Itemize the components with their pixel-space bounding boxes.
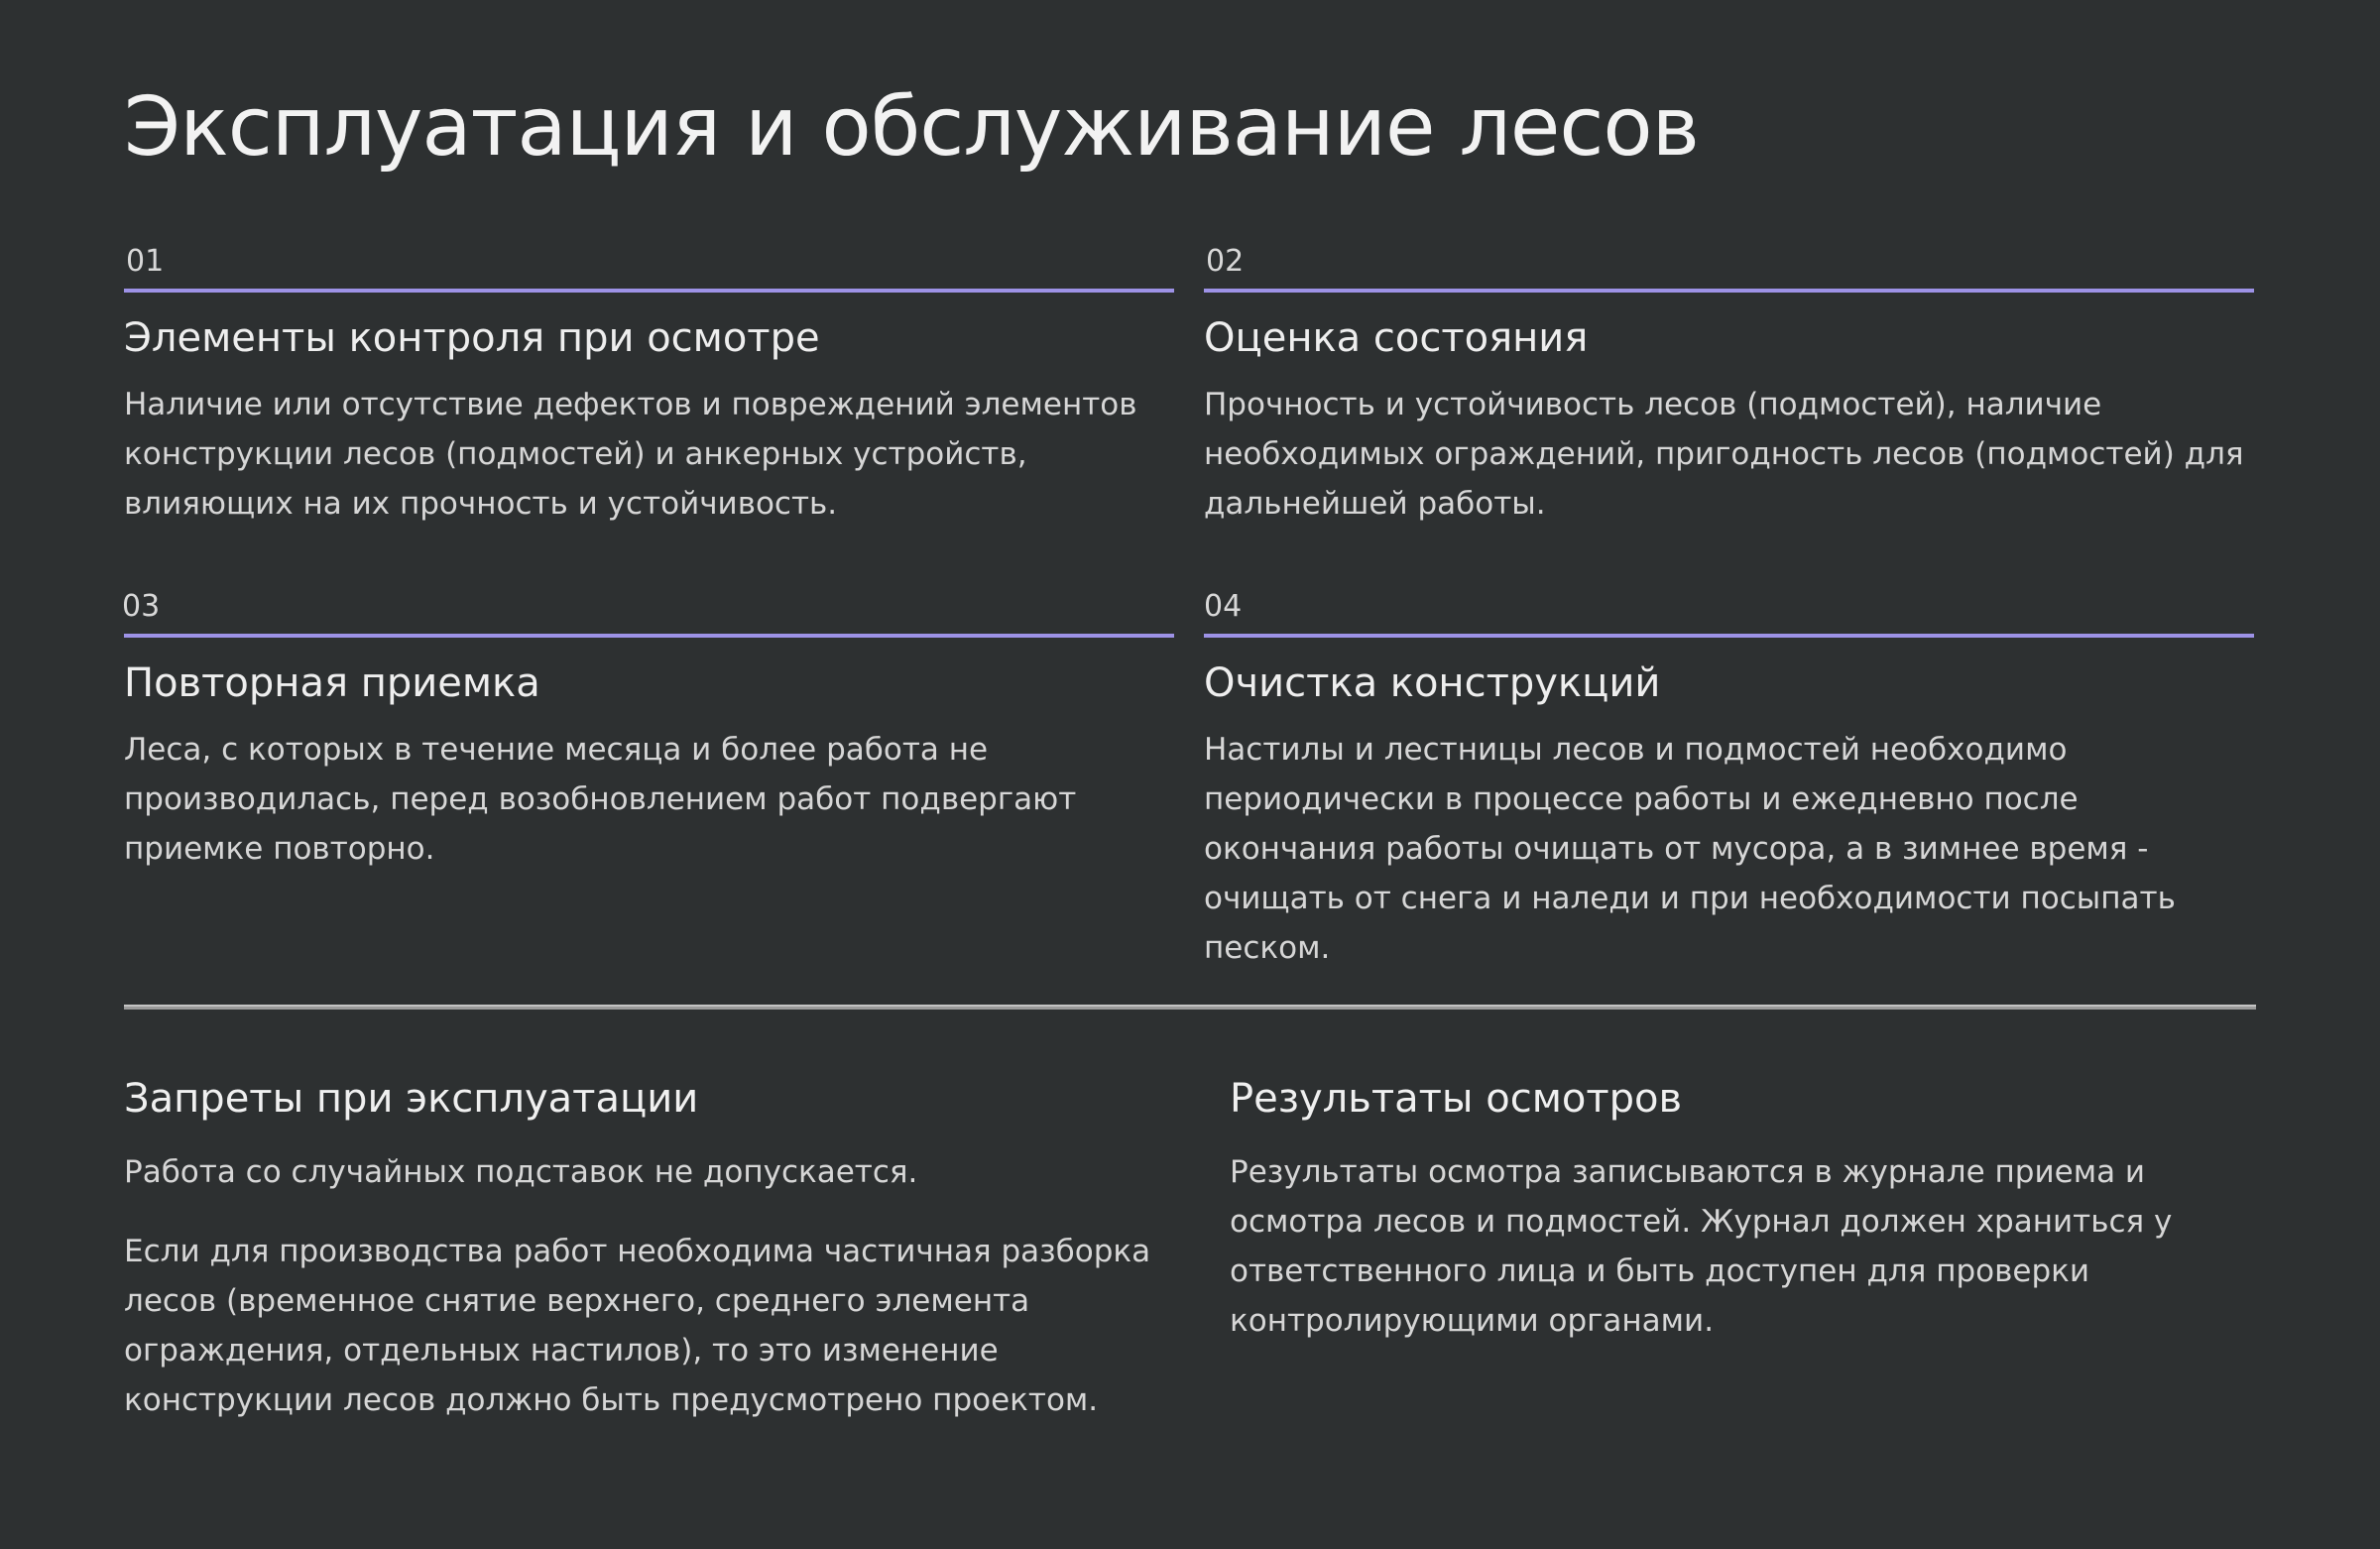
section-paragraph: Работа со случайных подставок не допускается. — [124, 1154, 918, 1190]
card-heading: Очистка конструкций — [1204, 660, 1661, 706]
section-paragraph: Результаты осмотра записываются в журнале приема и осмотра лесов и подмостей. Журнал должен храниться у ответственного лица и быть доступен для проверки контролирующими органами. — [1230, 1154, 2173, 1339]
card-repeat-acceptance — [120, 589, 1174, 874]
card-accent-rule — [1204, 289, 2254, 293]
card-body: Настилы и лестницы лесов и подмостей необходимо периодически в процессе работы и ежедневно после окончания работы очищать от мусора, а в зимнее время - очищать от снега и наледи и при необходимости посыпать песком. — [1204, 732, 2176, 966]
card-body: Леса, с которых в течение месяца и более работа не производилась, перед возобновлением работ подвергают приемке повторно. — [124, 732, 1077, 867]
page-title: Эксплуатация и обслуживание лесов — [124, 80, 1699, 175]
section-title: Запреты при эксплуатации — [124, 1076, 699, 1122]
card-condition-assessment — [1204, 244, 2254, 529]
card-accent-rule — [124, 289, 1174, 293]
section-title: Результаты осмотров — [1230, 1076, 1683, 1122]
card-inspection-elements — [124, 244, 1174, 529]
card-heading: Элементы контроля при осмотре — [124, 315, 820, 361]
card-number: 02 — [1206, 244, 1245, 279]
card-accent-rule — [1204, 634, 2254, 638]
section-divider — [124, 1005, 2256, 1010]
operation-bans-section — [124, 1075, 1175, 1425]
card-number: 03 — [122, 589, 161, 624]
card-accent-rule — [124, 634, 1174, 638]
card-heading: Повторная приемка — [124, 660, 540, 706]
card-number: 01 — [126, 244, 165, 279]
inspection-results-section — [1230, 1075, 2261, 1346]
section-paragraph: Если для производства работ необходима частичная разборка лесов (временное снятие верхнего, среднего элемента ограждения, отдельных настилов), то это изменение конструкции лесов должно быть предусмотрено проектом. — [124, 1234, 1151, 1418]
card-structure-cleaning — [1202, 589, 2254, 973]
card-number: 04 — [1204, 589, 1243, 624]
card-body: Наличие или отсутствие дефектов и повреждений элементов конструкции лесов (подмостей) и анкерных устройств, влияющих на их прочность и устойчивость. — [124, 387, 1137, 522]
card-body: Прочность и устойчивость лесов (подмостей), наличие необходимых ограждений, пригодность лесов (подмостей) для дальнейшей работы. — [1204, 387, 2244, 522]
card-heading: Оценка состояния — [1204, 315, 1589, 361]
